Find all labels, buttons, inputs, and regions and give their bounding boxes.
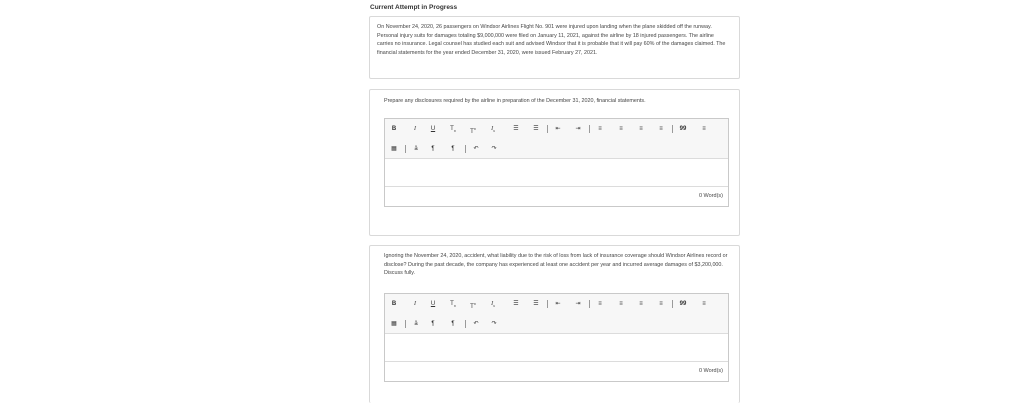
outdent-button[interactable]: ⇤ bbox=[555, 301, 561, 307]
rich-text-editor bbox=[384, 118, 729, 207]
unordered-list-button[interactable]: ☰ bbox=[533, 126, 539, 132]
ltr-button[interactable]: ¶ bbox=[431, 146, 435, 152]
ordered-list-button[interactable]: ☰ bbox=[513, 126, 519, 132]
more-options-button[interactable]: ≡ bbox=[702, 126, 706, 132]
unordered-list-button[interactable]: ☰ bbox=[533, 301, 539, 307]
subscript-button[interactable]: $T_x$ bbox=[450, 301, 456, 309]
toolbar-divider bbox=[405, 320, 406, 328]
redo-button[interactable]: ↷ bbox=[491, 146, 497, 152]
page-title: Current Attempt in Progress bbox=[370, 4, 458, 11]
special-character-button[interactable]: ä bbox=[414, 321, 418, 327]
ordered-list-button[interactable]: ☰ bbox=[513, 301, 519, 307]
toolbar-divider bbox=[589, 125, 590, 133]
problem-statement-text: On November 24, 2020, 26 passengers on Windsor Airlines Flight No. 901 were injured upon landing when the plane skidded off the runway. Personal injury suits for damages totaling $9,000,000 were filed on January 11, 2021, against the airline by 18 injured passengers. The airline carries no insurance. Legal counsel has studied each suit and advised Windsor that it is probable that it will pay 60% of the damages claimed. The financial statements for the year ended December 31, 2020, were issued February 27, 2021. bbox=[377, 24, 726, 56]
subscript-button[interactable]: $T_x$ bbox=[450, 126, 456, 134]
answer-text-area[interactable] bbox=[385, 159, 728, 186]
indent-button[interactable]: ⇥ bbox=[575, 301, 581, 307]
table-icon[interactable]: ▦ bbox=[391, 321, 397, 327]
special-character-button[interactable]: ä bbox=[414, 146, 418, 152]
toolbar-divider bbox=[405, 145, 406, 153]
align-left-button[interactable]: ≡ bbox=[598, 126, 602, 132]
undo-button[interactable]: ↶ bbox=[473, 146, 479, 152]
word-count-bar bbox=[385, 186, 728, 206]
problem-statement-card bbox=[369, 16, 740, 79]
rtl-button[interactable]: ¶ bbox=[451, 146, 455, 152]
toolbar-divider bbox=[465, 145, 466, 153]
answer-text-area[interactable] bbox=[385, 334, 728, 361]
indent-button[interactable]: ⇥ bbox=[575, 126, 581, 132]
underline-button[interactable]: U bbox=[430, 301, 436, 307]
superscript-button[interactable]: $T^x$ bbox=[470, 301, 476, 310]
clear-format-button[interactable]: $I_x$ bbox=[491, 301, 495, 309]
clear-format-button[interactable]: $I_x$ bbox=[491, 126, 495, 134]
blockquote-button[interactable]: 99 bbox=[679, 126, 687, 132]
justify-button[interactable]: ≡ bbox=[659, 126, 663, 132]
italic-button[interactable]: I bbox=[414, 301, 416, 307]
undo-button[interactable]: ↶ bbox=[473, 321, 479, 327]
table-icon[interactable]: ▦ bbox=[391, 146, 397, 152]
ltr-button[interactable]: ¶ bbox=[431, 321, 435, 327]
question-card-1 bbox=[369, 89, 740, 236]
align-left-button[interactable]: ≡ bbox=[598, 301, 602, 307]
question-prompt: Ignoring the November 24, 2020, accident, what liability due to the risk of loss from lack of insurance coverage should Windsor Airlines record or disclose? During the past decade, the company has experienced at least one accident per year and incurred average damages of $3,200,000. Discuss fully. bbox=[384, 253, 728, 277]
justify-button[interactable]: ≡ bbox=[659, 301, 663, 307]
toolbar-divider bbox=[672, 300, 673, 308]
align-center-button[interactable]: ≡ bbox=[619, 126, 623, 132]
rich-text-editor bbox=[384, 293, 729, 382]
question-prompt: Prepare any disclosures required by the airline in preparation of the December 31, 2020, financial statements. bbox=[384, 98, 646, 104]
toolbar-divider bbox=[547, 125, 548, 133]
word-count-bar bbox=[385, 361, 728, 381]
word-count: 0 Word(s) bbox=[698, 193, 723, 199]
toolbar-divider bbox=[589, 300, 590, 308]
superscript-button[interactable]: $T^x$ bbox=[470, 126, 476, 135]
align-right-button[interactable]: ≡ bbox=[639, 126, 643, 132]
question-card-2 bbox=[369, 245, 740, 403]
toolbar-divider bbox=[465, 320, 466, 328]
bold-button[interactable]: B bbox=[391, 126, 397, 132]
blockquote-button[interactable]: 99 bbox=[679, 301, 687, 307]
outdent-button[interactable]: ⇤ bbox=[555, 126, 561, 132]
align-center-button[interactable]: ≡ bbox=[619, 301, 623, 307]
align-right-button[interactable]: ≡ bbox=[639, 301, 643, 307]
rtl-button[interactable]: ¶ bbox=[451, 321, 455, 327]
underline-button[interactable]: U bbox=[430, 126, 436, 132]
word-count: 0 Word(s) bbox=[698, 368, 723, 374]
italic-button[interactable]: I bbox=[414, 126, 416, 132]
editor-toolbar bbox=[385, 119, 728, 159]
redo-button[interactable]: ↷ bbox=[491, 321, 497, 327]
toolbar-divider bbox=[672, 125, 673, 133]
bold-button[interactable]: B bbox=[391, 301, 397, 307]
editor-toolbar bbox=[385, 294, 728, 334]
more-options-button[interactable]: ≡ bbox=[702, 301, 706, 307]
toolbar-divider bbox=[547, 300, 548, 308]
